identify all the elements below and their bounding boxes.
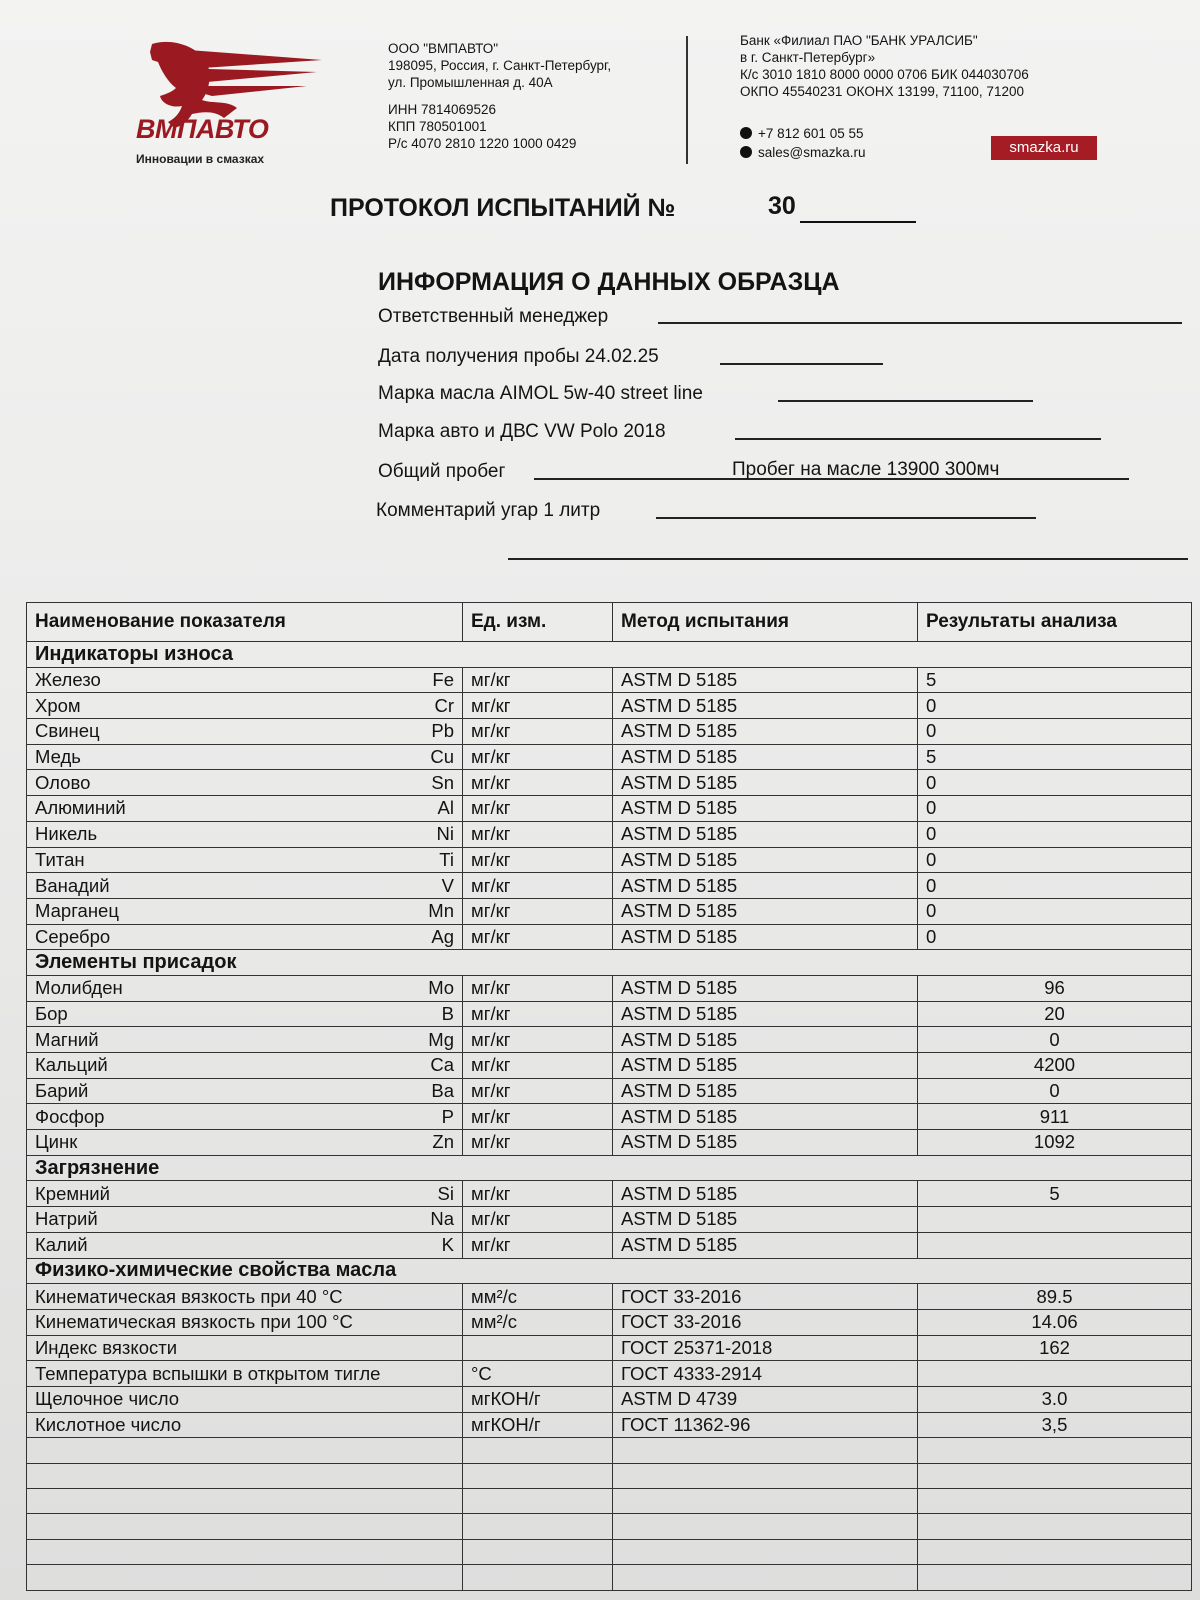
- section-row: [27, 950, 1192, 976]
- empty-cell: [613, 1539, 918, 1564]
- indicator-name: Кинематическая вязкость при 100 °С: [35, 1311, 353, 1333]
- indicator-cell: [27, 1284, 463, 1310]
- element-symbol: Ca: [430, 1054, 454, 1076]
- section-title: Физико-химические свойства масла: [27, 1258, 1192, 1284]
- method-cell: ASTM D 5185: [613, 1053, 918, 1079]
- table-row: [27, 1078, 1192, 1104]
- result-cell: 0: [918, 770, 1192, 796]
- result-cell: [918, 1232, 1192, 1258]
- result-cell: 5: [918, 1181, 1192, 1207]
- indicator-cell: [27, 975, 463, 1001]
- method-cell: ASTM D 5185: [613, 693, 918, 719]
- indicator-cell: [27, 719, 463, 745]
- indicator-cell: [27, 1181, 463, 1207]
- indicator-name: Титан: [35, 848, 85, 870]
- result-cell: 0: [918, 898, 1192, 924]
- method-cell: ASTM D 5185: [613, 1027, 918, 1053]
- table-row: [27, 796, 1192, 822]
- element-symbol: Cr: [434, 694, 454, 716]
- result-cell: 3,5: [918, 1412, 1192, 1438]
- unit-cell: мм²/с: [463, 1309, 613, 1335]
- table-row: [27, 924, 1192, 950]
- method-cell: ASTM D 5185: [613, 1232, 918, 1258]
- header-unit: Ед. изм.: [463, 603, 613, 642]
- method-cell: ASTM D 5185: [613, 847, 918, 873]
- indicator-cell: [27, 1361, 463, 1387]
- empty-cell: [27, 1489, 463, 1514]
- method-cell: ASTM D 5185: [613, 975, 918, 1001]
- section-title: Индикаторы износа: [27, 642, 1192, 668]
- indicator-name: Медь: [35, 746, 81, 768]
- element-symbol: Mg: [428, 1028, 454, 1050]
- indicator-cell: [27, 1027, 463, 1053]
- element-symbol: P: [441, 1105, 454, 1127]
- indicator-name: Кремний: [35, 1182, 110, 1204]
- indicator-cell: [27, 770, 463, 796]
- empty-row: [27, 1539, 1192, 1564]
- element-symbol: Fe: [432, 669, 454, 691]
- protocol-number: 30: [768, 192, 796, 220]
- table-row: [27, 1207, 1192, 1233]
- empty-cell: [613, 1514, 918, 1539]
- table-header-row: [27, 603, 1192, 642]
- result-cell: 0: [918, 821, 1192, 847]
- table-row: [27, 1386, 1192, 1412]
- tax-line: ИНН 7814069526: [388, 102, 497, 117]
- indicator-name: Калий: [35, 1234, 88, 1256]
- tax-line: Р/с 4070 2810 1220 1000 0429: [388, 136, 577, 151]
- email: sales@smazka.ru: [758, 145, 866, 160]
- result-cell: 5: [918, 667, 1192, 693]
- indicator-cell: [27, 821, 463, 847]
- unit-cell: мг/кг: [463, 796, 613, 822]
- table-row: [27, 1284, 1192, 1310]
- unit-cell: мм²/с: [463, 1284, 613, 1310]
- brand-badge: smazka.ru: [991, 136, 1097, 160]
- indicator-cell: [27, 847, 463, 873]
- result-cell: 911: [918, 1104, 1192, 1130]
- empty-cell: [463, 1565, 613, 1590]
- info-title: ИНФОРМАЦИЯ О ДАННЫХ ОБРАЗЦА: [378, 268, 840, 296]
- indicator-cell: [27, 1130, 463, 1156]
- element-symbol: Pb: [431, 720, 454, 742]
- indicator-name: Цинк: [35, 1131, 78, 1153]
- header-divider: [686, 36, 688, 164]
- empty-cell: [613, 1565, 918, 1590]
- method-cell: ASTM D 5185: [613, 719, 918, 745]
- table-row: [27, 693, 1192, 719]
- indicator-cell: [27, 744, 463, 770]
- indicator-name: Молибден: [35, 977, 123, 999]
- phone: +7 812 601 05 55: [758, 126, 864, 141]
- empty-cell: [918, 1539, 1192, 1564]
- element-symbol: B: [441, 1002, 454, 1024]
- empty-cell: [463, 1463, 613, 1488]
- indicator-cell: [27, 1207, 463, 1233]
- email-icon: [740, 146, 752, 158]
- indicator-name: Свинец: [35, 720, 100, 742]
- element-symbol: Zn: [432, 1131, 454, 1153]
- indicator-cell: [27, 1078, 463, 1104]
- table-row: [27, 898, 1192, 924]
- bank-details: [740, 32, 1029, 100]
- indicator-cell: [27, 1001, 463, 1027]
- unit-cell: мг/кг: [463, 1232, 613, 1258]
- table-row: [27, 1335, 1192, 1361]
- indicator-name: Барий: [35, 1080, 89, 1102]
- indicator-cell: [27, 1104, 463, 1130]
- table-row: [27, 770, 1192, 796]
- unit-cell: мгКОН/г: [463, 1412, 613, 1438]
- result-cell: 0: [918, 719, 1192, 745]
- result-cell: 0: [918, 693, 1192, 719]
- comment-label: Комментарий угар 1 литр: [376, 500, 601, 521]
- empty-cell: [463, 1489, 613, 1514]
- method-cell: ASTM D 5185: [613, 667, 918, 693]
- indicator-name: Марганец: [35, 900, 119, 922]
- method-cell: ГОСТ 11362-96: [613, 1412, 918, 1438]
- results-table-wrap: [26, 602, 1191, 1591]
- table-row: [27, 1412, 1192, 1438]
- oil-label: Марка масла AIMOL 5w-40 street line: [378, 383, 703, 404]
- empty-cell: [463, 1539, 613, 1564]
- element-symbol: Ba: [431, 1080, 454, 1102]
- empty-cell: [27, 1539, 463, 1564]
- empty-cell: [918, 1514, 1192, 1539]
- method-cell: ГОСТ 25371-2018: [613, 1335, 918, 1361]
- indicator-cell: [27, 693, 463, 719]
- unit-cell: мг/кг: [463, 1181, 613, 1207]
- section-row: [27, 1155, 1192, 1181]
- method-cell: ASTM D 4739: [613, 1386, 918, 1412]
- result-cell: 0: [918, 847, 1192, 873]
- company-line: 198095, Россия, г. Санкт-Петербург,: [388, 58, 612, 73]
- logo-tagline: Инновации в смазках: [136, 152, 265, 166]
- table-row: [27, 1001, 1192, 1027]
- table-row: [27, 1181, 1192, 1207]
- method-cell: ГОСТ 4333-2914: [613, 1361, 918, 1387]
- table-row: [27, 847, 1192, 873]
- method-cell: ASTM D 5185: [613, 1001, 918, 1027]
- method-cell: ASTM D 5185: [613, 1104, 918, 1130]
- comment-underline: [656, 517, 1036, 519]
- car-underline: [735, 438, 1101, 440]
- table-row: [27, 873, 1192, 899]
- indicator-name: Алюминий: [35, 797, 126, 819]
- method-cell: ASTM D 5185: [613, 1181, 918, 1207]
- empty-cell: [918, 1438, 1192, 1463]
- indicator-name: Магний: [35, 1028, 99, 1050]
- method-cell: ASTM D 5185: [613, 898, 918, 924]
- indicator-name: Температура вспышки в открытом тигле: [35, 1362, 381, 1384]
- indicator-name: Железо: [35, 669, 101, 691]
- table-row: [27, 821, 1192, 847]
- unit-cell: мг/кг: [463, 898, 613, 924]
- table-row: [27, 744, 1192, 770]
- unit-cell: мг/кг: [463, 770, 613, 796]
- results-table: [26, 602, 1192, 1591]
- method-cell: ГОСТ 33-2016: [613, 1309, 918, 1335]
- oil-mileage: Пробег на масле 13900 300мч: [732, 459, 1000, 480]
- method-cell: ASTM D 5185: [613, 1078, 918, 1104]
- car-label: Марка авто и ДВС VW Polo 2018: [378, 421, 666, 442]
- table-body: [27, 642, 1192, 1591]
- date-label: Дата получения пробы 24.02.25: [378, 346, 659, 367]
- table-row: [27, 1104, 1192, 1130]
- element-symbol: Ti: [439, 848, 454, 870]
- unit-cell: мгКОН/г: [463, 1386, 613, 1412]
- unit-cell: мг/кг: [463, 1104, 613, 1130]
- method-cell: ASTM D 5185: [613, 744, 918, 770]
- indicator-name: Серебро: [35, 925, 111, 947]
- indicator-cell: [27, 1335, 463, 1361]
- unit-cell: мг/кг: [463, 821, 613, 847]
- company-line: ул. Промышленная д. 40А: [388, 75, 553, 90]
- bank-line: К/с 3010 1810 8000 0000 0706 БИК 044030706: [740, 67, 1029, 82]
- unit-cell: мг/кг: [463, 693, 613, 719]
- result-cell: 0: [918, 1078, 1192, 1104]
- method-cell: ГОСТ 33-2016: [613, 1284, 918, 1310]
- element-symbol: K: [441, 1234, 454, 1256]
- element-symbol: Ni: [436, 823, 454, 845]
- result-cell: 14.06: [918, 1309, 1192, 1335]
- unit-cell: мг/кг: [463, 719, 613, 745]
- header-method: Метод испытания: [613, 603, 918, 642]
- indicator-name: Индекс вязкости: [35, 1336, 178, 1358]
- indicator-cell: [27, 796, 463, 822]
- result-cell: 162: [918, 1335, 1192, 1361]
- result-cell: 96: [918, 975, 1192, 1001]
- indicator-cell: [27, 1386, 463, 1412]
- comment-underline-2: [508, 558, 1188, 560]
- tax-line: КПП 780501001: [388, 119, 487, 134]
- unit-cell: мг/кг: [463, 1207, 613, 1233]
- bank-line: в г. Санкт-Петербург»: [740, 50, 876, 65]
- manager-label: Ответственный менеджер: [378, 306, 609, 327]
- result-cell: 0: [918, 924, 1192, 950]
- unit-cell: мг/кг: [463, 847, 613, 873]
- element-symbol: Sn: [431, 771, 454, 793]
- indicator-name: Олово: [35, 771, 91, 793]
- table-row: [27, 719, 1192, 745]
- manager-underline: [658, 322, 1182, 324]
- element-symbol: Mn: [428, 900, 454, 922]
- header-result: Результаты анализа: [918, 603, 1192, 642]
- method-cell: ASTM D 5185: [613, 796, 918, 822]
- empty-cell: [27, 1565, 463, 1590]
- unit-cell: мг/кг: [463, 667, 613, 693]
- section-row: [27, 1258, 1192, 1284]
- empty-cell: [613, 1438, 918, 1463]
- empty-row: [27, 1463, 1192, 1488]
- mileage-label: Общий пробег: [378, 461, 506, 482]
- empty-cell: [918, 1489, 1192, 1514]
- indicator-name: Никель: [35, 823, 98, 845]
- empty-cell: [27, 1514, 463, 1539]
- company-address: [388, 40, 611, 152]
- result-cell: 3.0: [918, 1386, 1192, 1412]
- empty-row: [27, 1438, 1192, 1463]
- method-cell: ASTM D 5185: [613, 1130, 918, 1156]
- empty-cell: [613, 1463, 918, 1488]
- unit-cell: [463, 1335, 613, 1361]
- element-symbol: Cu: [430, 746, 454, 768]
- indicator-name: Щелочное число: [35, 1388, 179, 1410]
- method-cell: ASTM D 5185: [613, 873, 918, 899]
- empty-cell: [27, 1438, 463, 1463]
- indicator-name: Хром: [35, 694, 81, 716]
- unit-cell: мг/кг: [463, 924, 613, 950]
- empty-cell: [918, 1463, 1192, 1488]
- method-cell: ASTM D 5185: [613, 924, 918, 950]
- number-underline: [800, 221, 916, 223]
- date-underline: [720, 363, 883, 365]
- phone-icon: [740, 127, 752, 139]
- indicator-name: Натрий: [35, 1208, 98, 1230]
- result-cell: 0: [918, 873, 1192, 899]
- element-symbol: V: [441, 874, 454, 896]
- indicator-cell: [27, 898, 463, 924]
- result-cell: 0: [918, 1027, 1192, 1053]
- table-row: [27, 975, 1192, 1001]
- result-cell: [918, 1207, 1192, 1233]
- section-title: Элементы присадок: [27, 950, 1192, 976]
- table-row: [27, 1361, 1192, 1387]
- table-row: [27, 1027, 1192, 1053]
- section-title: Загрязнение: [27, 1155, 1192, 1181]
- method-cell: ASTM D 5185: [613, 821, 918, 847]
- method-cell: ASTM D 5185: [613, 770, 918, 796]
- empty-cell: [463, 1438, 613, 1463]
- empty-cell: [613, 1489, 918, 1514]
- table-row: [27, 667, 1192, 693]
- unit-cell: мг/кг: [463, 1027, 613, 1053]
- logo-text: ВМПАВТО: [136, 114, 269, 144]
- bank-line: Банк «Филиал ПАО "БАНК УРАЛСИБ": [740, 33, 978, 48]
- indicator-name: Фосфор: [35, 1105, 105, 1127]
- empty-row: [27, 1565, 1192, 1590]
- indicator-name: Кинематическая вязкость при 40 °С: [35, 1285, 343, 1307]
- unit-cell: мг/кг: [463, 744, 613, 770]
- header-name: Наименование показателя: [27, 603, 463, 642]
- result-cell: 0: [918, 796, 1192, 822]
- indicator-cell: [27, 667, 463, 693]
- result-cell: [918, 1361, 1192, 1387]
- element-symbol: Mo: [428, 977, 454, 999]
- result-cell: 4200: [918, 1053, 1192, 1079]
- indicator-cell: [27, 1412, 463, 1438]
- result-cell: 5: [918, 744, 1192, 770]
- result-cell: 89.5: [918, 1284, 1192, 1310]
- indicator-name: Ванадий: [35, 874, 110, 896]
- unit-cell: мг/кг: [463, 1130, 613, 1156]
- indicator-name: Кислотное число: [35, 1413, 182, 1435]
- empty-cell: [463, 1514, 613, 1539]
- indicator-cell: [27, 1053, 463, 1079]
- table-row: [27, 1130, 1192, 1156]
- table-row: [27, 1232, 1192, 1258]
- element-symbol: Na: [430, 1208, 454, 1230]
- unit-cell: мг/кг: [463, 975, 613, 1001]
- result-cell: 1092: [918, 1130, 1192, 1156]
- element-symbol: Al: [437, 797, 454, 819]
- result-cell: 20: [918, 1001, 1192, 1027]
- unit-cell: мг/кг: [463, 1078, 613, 1104]
- element-symbol: Si: [437, 1182, 454, 1204]
- element-symbol: Ag: [431, 925, 454, 947]
- section-row: [27, 642, 1192, 668]
- indicator-cell: [27, 924, 463, 950]
- indicator-cell: [27, 1232, 463, 1258]
- empty-row: [27, 1514, 1192, 1539]
- company-line: ООО "ВМПАВТО": [388, 41, 499, 56]
- document-title: ПРОТОКОЛ ИСПЫТАНИЙ №: [330, 194, 676, 222]
- unit-cell: мг/кг: [463, 1001, 613, 1027]
- contacts: [740, 124, 866, 162]
- empty-row: [27, 1489, 1192, 1514]
- table-row: [27, 1309, 1192, 1335]
- indicator-name: Кальций: [35, 1054, 108, 1076]
- indicator-cell: [27, 873, 463, 899]
- bank-line: ОКПО 45540231 ОКОНХ 13199, 71100, 71200: [740, 84, 1024, 99]
- unit-cell: мг/кг: [463, 1053, 613, 1079]
- unit-cell: °С: [463, 1361, 613, 1387]
- indicator-cell: [27, 1309, 463, 1335]
- unit-cell: мг/кг: [463, 873, 613, 899]
- indicator-name: Бор: [35, 1002, 68, 1024]
- empty-cell: [918, 1565, 1192, 1590]
- empty-cell: [27, 1463, 463, 1488]
- table-row: [27, 1053, 1192, 1079]
- method-cell: ASTM D 5185: [613, 1207, 918, 1233]
- oil-underline: [778, 400, 1033, 402]
